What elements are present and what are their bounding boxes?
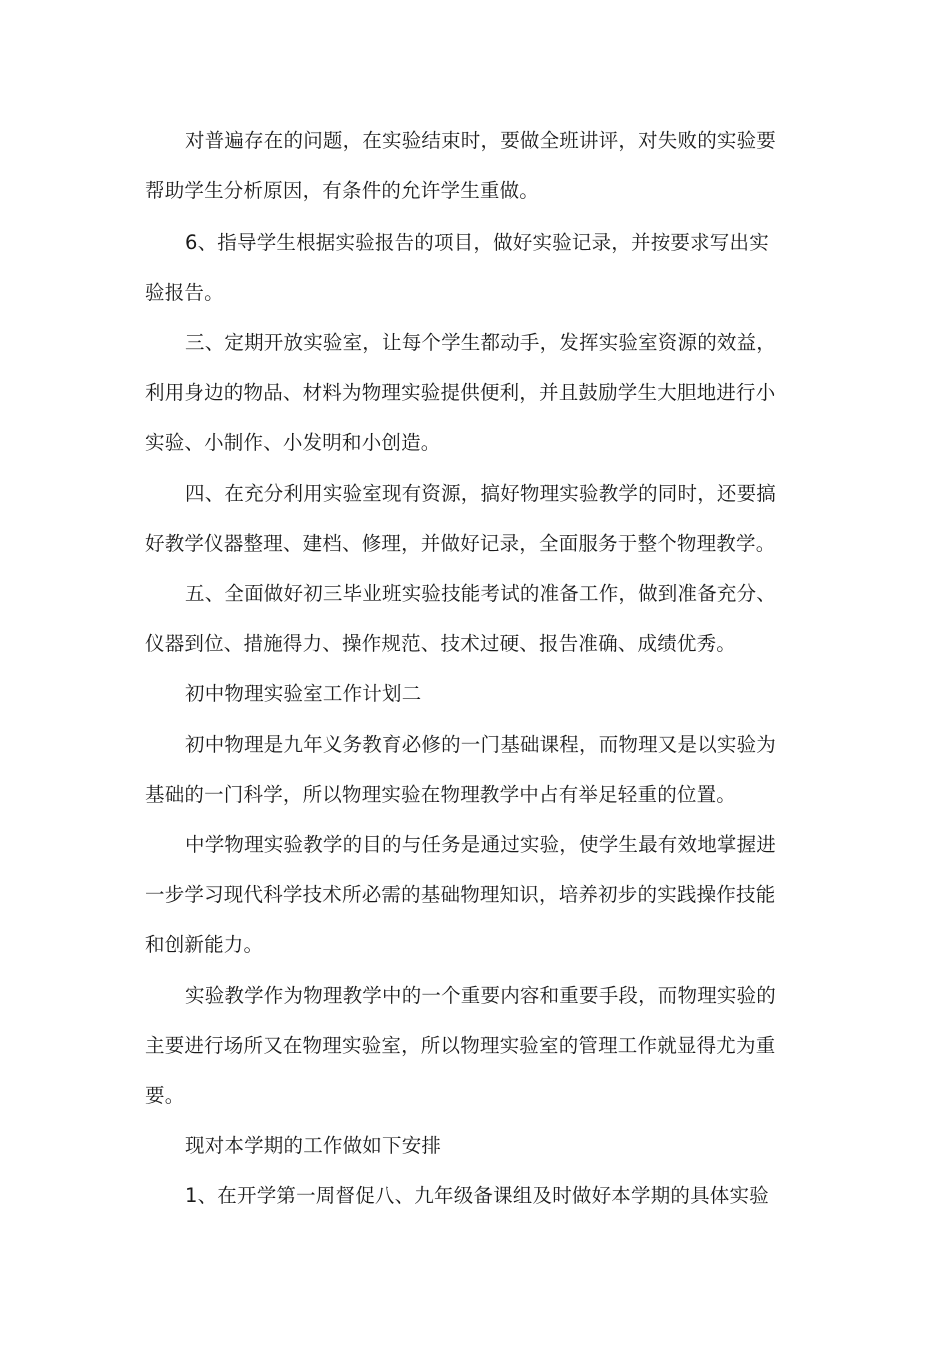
paragraph-line: 基础的一门科学，所以物理实验在物理教学中占有举足轻重的位置。	[145, 783, 737, 806]
paragraph-line: 好教学仪器整理、建档、修理，并做好记录，全面服务于整个物理教学。	[145, 532, 776, 555]
paragraph-line: 五、全面做好初三毕业班实验技能考试的准备工作，做到准备充分、	[185, 582, 777, 605]
paragraph-line: 三、定期开放实验室，让每个学生都动手，发挥实验室资源的效益，	[185, 331, 777, 354]
paragraph-line: 初中物理是九年义务教育必修的一门基础课程，而物理又是以实验为	[185, 733, 777, 756]
paragraph-line: 6、指导学生根据实验报告的项目，做好实验记录，并按要求写出实	[185, 231, 769, 254]
paragraph-line: 四、在充分利用实验室现有资源，搞好物理实验教学的同时，还要搞	[185, 482, 777, 505]
paragraph-line: 现对本学期的工作做如下安排	[185, 1134, 442, 1157]
paragraph-line: 中学物理实验教学的目的与任务是通过实验，使学生最有效地掌握进	[185, 833, 777, 856]
paragraph-line: 和创新能力。	[145, 933, 264, 956]
paragraph-line: 一步学习现代科学技术所必需的基础物理知识，培养初步的实践操作技能	[145, 883, 776, 906]
paragraph-line: 1、在开学第一周督促八、九年级备课组及时做好本学期的具体实验	[185, 1184, 769, 1207]
section-heading: 初中物理实验室工作计划二	[185, 682, 422, 705]
paragraph-line: 仪器到位、措施得力、操作规范、技术过硬、报告准确、成绩优秀。	[145, 632, 737, 655]
paragraph-line: 帮助学生分析原因，有条件的允许学生重做。	[145, 179, 540, 202]
paragraph-line: 对普遍存在的问题，在实验结束时，要做全班讲评，对失败的实验要	[185, 129, 777, 152]
paragraph-line: 利用身边的物品、材料为物理实验提供便利，并且鼓励学生大胆地进行小	[145, 381, 776, 404]
paragraph-line: 要。	[145, 1084, 185, 1107]
paragraph-line: 实验教学作为物理教学中的一个重要内容和重要手段，而物理实验的	[185, 984, 777, 1007]
paragraph-line: 验报告。	[145, 281, 224, 304]
paragraph-line: 实验、小制作、小发明和小创造。	[145, 431, 441, 454]
paragraph-line: 主要进行场所又在物理实验室，所以物理实验室的管理工作就显得尤为重	[145, 1034, 776, 1057]
